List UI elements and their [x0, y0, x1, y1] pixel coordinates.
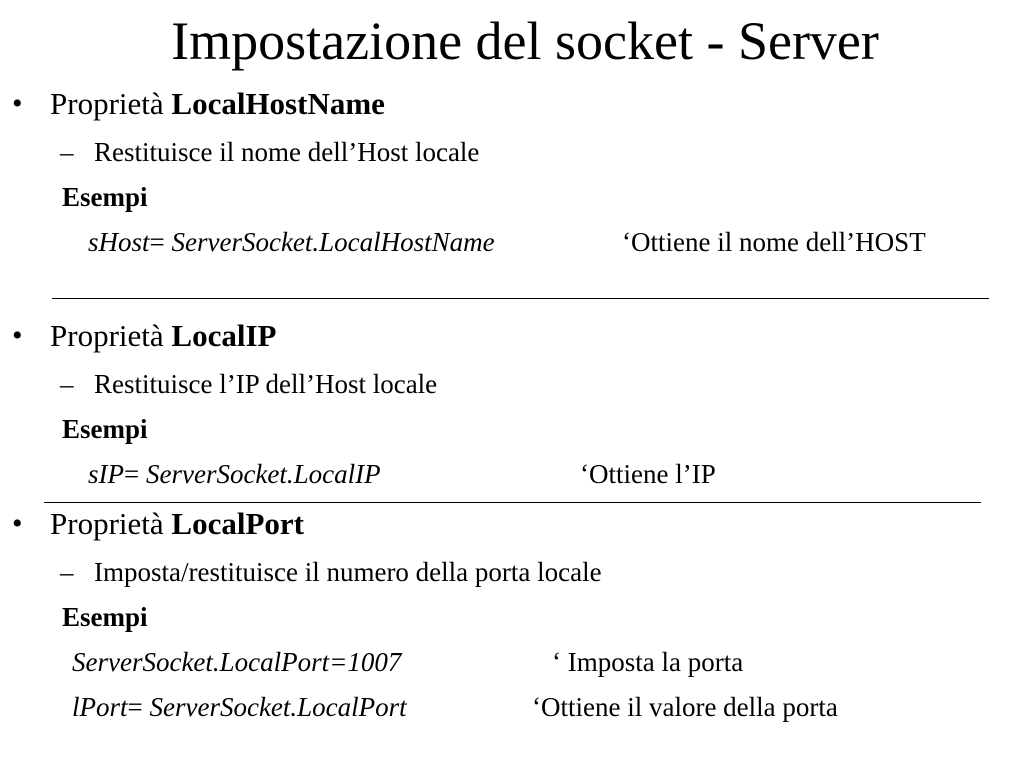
example-variable: lPort	[72, 692, 128, 722]
property-name: LocalPort	[171, 506, 304, 541]
property-description: Restituisce il nome dell’Host locale	[94, 137, 480, 167]
divider-line	[44, 502, 981, 503]
example-variable: sHost	[88, 227, 150, 257]
example-assign: =	[124, 459, 146, 489]
dash-icon: –	[60, 369, 74, 399]
example-code	[72, 691, 407, 723]
property-description: Imposta/restituisce il numero della porta locale	[94, 557, 602, 587]
divider-line	[52, 298, 989, 299]
property-heading	[50, 86, 385, 122]
property-name: LocalHostName	[171, 86, 385, 121]
example-expression: ServerSocket.LocalHostName	[171, 227, 495, 257]
dash-icon: –	[60, 557, 74, 587]
property-heading	[50, 506, 304, 542]
property-heading	[50, 318, 276, 354]
example-expression: ServerSocket.LocalPort=1007	[72, 647, 402, 677]
example-expression: ServerSocket.LocalPort	[149, 692, 407, 722]
example-expression: ServerSocket.LocalIP	[145, 459, 381, 489]
example-code	[88, 458, 381, 490]
bullet-icon: •	[12, 507, 23, 540]
example-comment: ‘Ottiene il valore della porta	[532, 692, 838, 722]
example-comment: ‘ Imposta la porta	[552, 647, 744, 677]
slide-title: Impostazione del socket - Server	[171, 11, 879, 71]
property-description: Restituisce l’IP dell’Host locale	[94, 369, 438, 399]
example-assign: =	[127, 692, 150, 722]
bullet-icon: •	[12, 87, 23, 120]
example-comment: ‘Ottiene il nome dell’HOST	[622, 227, 926, 257]
examples-label: Esempi	[62, 182, 148, 212]
examples-label: Esempi	[62, 602, 148, 632]
property-prefix: Proprietà	[50, 318, 164, 353]
property-prefix: Proprietà	[50, 506, 164, 541]
property-name: LocalIP	[171, 318, 277, 353]
bullet-icon: •	[12, 319, 23, 352]
examples-label: Esempi	[62, 414, 148, 444]
example-comment: ‘Ottiene l’IP	[580, 459, 716, 489]
example-code	[88, 226, 495, 258]
example-assign: =	[149, 227, 172, 257]
example-code	[72, 646, 401, 678]
dash-icon: –	[60, 137, 74, 167]
property-prefix: Proprietà	[50, 86, 164, 121]
example-variable: sIP	[88, 459, 124, 489]
